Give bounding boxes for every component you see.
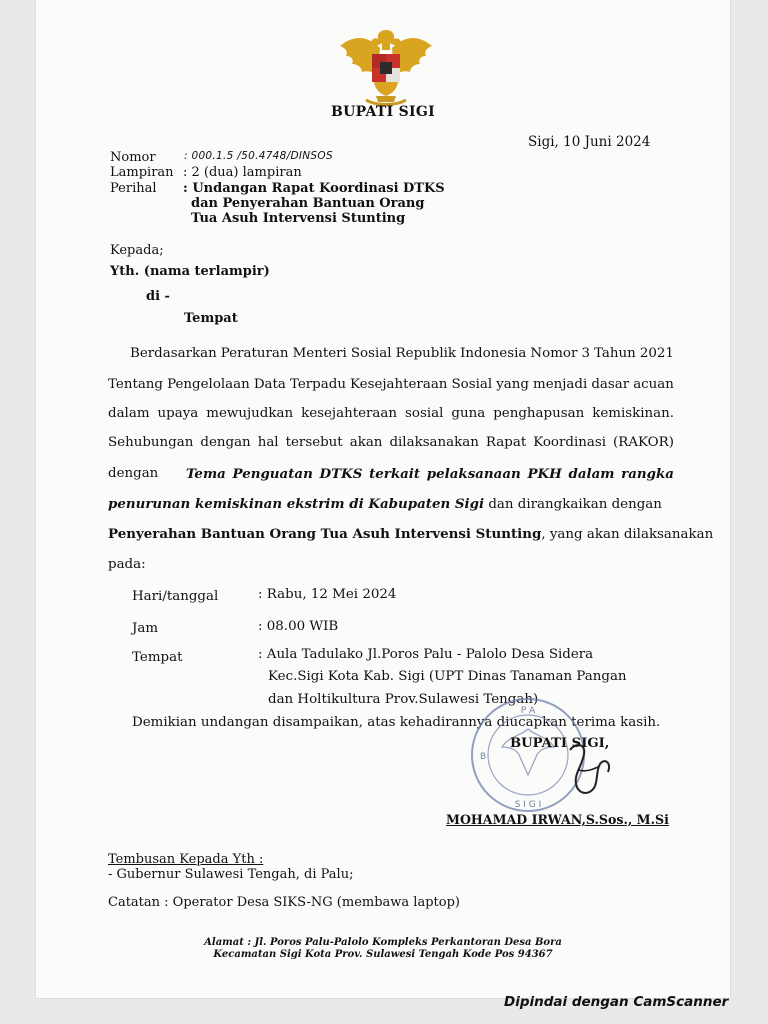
- body-line-5-theme-word: dalam: [568, 466, 615, 482]
- body-line-3-word: dalam: [108, 406, 150, 421]
- body-line-7: [108, 526, 713, 542]
- nomor-value: : 000.1.5 /50.4748/DINSOS: [184, 150, 333, 162]
- institution-title: BUPATI SIGI: [331, 104, 435, 120]
- body-line-6: [108, 496, 662, 512]
- signer-name: [446, 812, 669, 827]
- body-line-4-word: Rapat: [485, 435, 527, 450]
- tempat-line-2: Kec.Sigi Kota Kab. Sigi (UPT Dinas Tanaman Pangan: [268, 669, 627, 684]
- jam-value: : 08.00 WIB: [258, 619, 339, 634]
- letter-page: [36, 0, 730, 998]
- body-line-1-word: Tahun: [594, 346, 636, 361]
- body-line-1-word: Republik: [395, 346, 457, 361]
- hari-label: Hari/tanggal: [132, 589, 219, 604]
- body-line-1-word: 3: [581, 346, 590, 361]
- jam-label: Jam: [132, 621, 159, 636]
- body-line-1-word: Sosial: [350, 346, 392, 361]
- tempat-line-3: dan Holtikultura Prov.Sulawesi Tengah): [268, 692, 539, 707]
- body-line-2-word: acuan: [633, 377, 674, 392]
- lampiran-label: Lampiran: [110, 165, 174, 180]
- footer-address-2: Kecamatan Sigi Kota Prov. Sulawesi Tengah Kode Pos 94367: [213, 949, 553, 960]
- body-line-2: [108, 377, 674, 392]
- body-line-3-word: upaya: [157, 406, 199, 421]
- body-line-2-word: dasar: [591, 377, 630, 392]
- recipient-di: di -: [146, 289, 170, 304]
- body-line-2-word: Pengelolaan: [167, 377, 250, 392]
- body-line-4-word: Sehubungan: [108, 435, 194, 450]
- perihal-line-3: Tua Asuh Intervensi Stunting: [191, 211, 406, 226]
- body-line-3-word: sosial: [405, 406, 444, 421]
- handwritten-signature-icon: [556, 740, 616, 810]
- body-line-5-theme-word: PKH: [527, 466, 562, 482]
- body-line-3-word: kesejahteraan: [301, 406, 397, 421]
- perihal-line-1: : Undangan Rapat Koordinasi DTKS: [183, 181, 445, 196]
- tempat-label: Tempat: [132, 650, 183, 665]
- body-line-2-word: yang: [496, 377, 529, 392]
- svg-text:B: B: [480, 752, 487, 762]
- body-line-4-word: tersebut: [285, 435, 343, 450]
- svg-text:P A: P A: [520, 706, 536, 716]
- body-line-2-word: Tentang: [108, 377, 164, 392]
- body-line-6-theme: penurunan kemiskinan ekstrim di Kabupaten Sigi: [108, 496, 485, 512]
- recipient-tempat: Tempat: [184, 311, 238, 326]
- body-line-5-theme: [186, 466, 674, 482]
- body-line-3-word: penghapusan: [493, 406, 585, 421]
- letter-date: Sigi, 10 Juni 2024: [528, 134, 651, 150]
- body-line-4-word: akan: [349, 435, 383, 450]
- body-line-4: [108, 435, 674, 450]
- footer-address-1: Alamat : Jl. Poros Palu-Palolo Kompleks Perkantoran Desa Bora: [204, 937, 562, 948]
- body-line-1-word: Indonesia: [460, 346, 527, 361]
- body-line-5: [108, 466, 674, 482]
- hari-value: : Rabu, 12 Mei 2024: [258, 587, 397, 602]
- body-line-5-lead: dengan: [108, 466, 159, 481]
- body-line-3: [108, 406, 674, 421]
- body-line-4-word: (RAKOR): [613, 435, 674, 450]
- body-line-7-event: Penyerahan Bantuan Orang Tua Asuh Intervensi Stunting: [108, 526, 542, 542]
- catatan-note: Catatan : Operator Desa SIKS-NG (membawa laptop): [108, 895, 460, 910]
- body-line-5-theme-word: rangka: [621, 466, 674, 482]
- body-line-1: [130, 346, 674, 361]
- body-line-2-word: Sosial: [451, 377, 493, 392]
- body-line-4-word: Koordinasi: [533, 435, 607, 450]
- svg-text:S I G I: S I G I: [514, 800, 542, 810]
- body-line-2-word: Terpadu: [289, 377, 346, 392]
- body-line-1-word: Menteri: [292, 346, 347, 361]
- kepada-label: Kepada;: [110, 243, 164, 258]
- body-line-4-word: hal: [257, 435, 279, 450]
- camscanner-watermark: Dipindai dengan CamScanner: [504, 994, 729, 1010]
- body-line-5-theme-word: terkait: [369, 466, 421, 482]
- body-line-4-word: dengan: [200, 435, 251, 450]
- body-line-7-tail: , yang akan dilaksanakan: [541, 527, 714, 542]
- closing-text: Demikian undangan disampaikan, atas kehadirannya diucapkan terima kasih.: [132, 715, 661, 730]
- perihal-label: Perihal: [110, 181, 157, 196]
- tembusan-heading: [108, 852, 263, 867]
- body-line-3-word: mewujudkan: [206, 406, 294, 421]
- body-line-5-theme-word: DTKS: [319, 466, 363, 482]
- signer-title: BUPATI SIGI,: [510, 736, 610, 751]
- body-line-2-word: menjadi: [533, 377, 588, 392]
- body-line-6-tail: dan dirangkaikan dengan: [488, 497, 662, 512]
- tembusan-heading-text: Tembusan Kepada Yth :: [108, 852, 264, 867]
- body-line-1-word: Berdasarkan: [130, 346, 217, 361]
- body-line-5-theme-word: pelaksanaan: [426, 466, 521, 482]
- recipient-name: Yth. (nama terlampir): [110, 264, 270, 279]
- body-line-3-word: guna: [451, 406, 486, 421]
- lampiran-value: : 2 (dua) lampiran: [183, 165, 302, 180]
- body-line-2-word: Data: [253, 377, 286, 392]
- tempat-line-1: : Aula Tadulako Jl.Poros Palu - Palolo Desa Sidera: [258, 647, 594, 662]
- body-line-4-word: dilaksanakan: [389, 435, 479, 450]
- nomor-label: Nomor: [110, 150, 156, 165]
- body-line-1-word: Peraturan: [220, 346, 289, 361]
- tembusan-item-1: - Gubernur Sulawesi Tengah, di Palu;: [108, 867, 354, 882]
- perihal-line-2: dan Penyerahan Bantuan Orang: [191, 196, 425, 211]
- signer-name-text: MOHAMAD IRWAN,S.Sos., M.Si: [446, 812, 669, 827]
- body-line-1-word: 2021: [639, 346, 674, 361]
- body-line-5-theme-word: Tema: [186, 466, 226, 482]
- body-line-8: pada:: [108, 557, 146, 572]
- body-line-3-word: kemiskinan.: [592, 406, 674, 421]
- body-line-2-word: Kesejahteraan: [350, 377, 448, 392]
- garuda-emblem-icon: [336, 22, 436, 108]
- body-line-1-word: Nomor: [530, 346, 578, 361]
- body-line-5-theme-word: Penguatan: [232, 466, 313, 482]
